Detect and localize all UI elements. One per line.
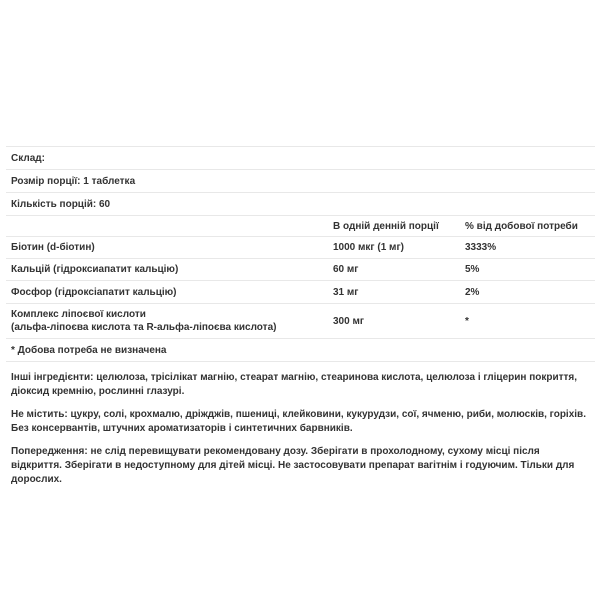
table-row bbox=[6, 236, 595, 258]
table-row bbox=[6, 280, 595, 303]
nutrition-table bbox=[6, 215, 595, 362]
table-header-row bbox=[6, 215, 595, 236]
header-dv-col: % від добової потреби bbox=[465, 220, 578, 232]
ingredient-dv: * bbox=[465, 315, 469, 327]
serving-size-text: Розмір порції: 1 таблетка bbox=[11, 175, 136, 187]
other-ingredients-paragraph: Інші інгредієнти: целюлоза, трісілікат магнію, стеарат магнію, стеаринова кислота, целюлоза і гліцерин покриття, діоксид кремнію, рослинні глазурі. bbox=[11, 372, 578, 397]
servings-count-text: Кількість порцій: 60 bbox=[11, 198, 111, 210]
ingredient-dv: 2% bbox=[465, 286, 480, 298]
composition-title-row bbox=[6, 146, 595, 169]
warning-paragraph: Попередження: не слід перевищувати рекомендовану дозу. Зберігати в прохолодному, сухому місці після відкриття. Зберігати в недоступному для дітей місці. Не застосовувати препарат вагітнім і годуючим. Тільки для дорослих. bbox=[11, 446, 575, 485]
ingredient-name-line2: (альфа-ліпоєва кислота та R-альфа-ліпоєва кислота) bbox=[11, 322, 277, 333]
composition-title: Склад: bbox=[11, 152, 45, 164]
table-footnote-row bbox=[6, 338, 595, 362]
ingredient-dv: 3333% bbox=[465, 242, 497, 253]
label-paragraphs bbox=[6, 362, 595, 487]
ingredient-name: Фосфор (гідроксіапатит кальцію) bbox=[11, 286, 177, 298]
serving-size-row bbox=[6, 169, 595, 192]
footnote-text: * Добова потреба не визначена bbox=[11, 344, 167, 356]
does-not-contain-paragraph: Не містить: цукру, солі, крохмалю, дріжджів, пшениці, клейковини, кукурудзи, сої, ячменю, риби, молюсків, горіхів. Без консервантів, штучних ароматизаторів і синтетичних барвників. bbox=[11, 409, 586, 434]
ingredient-amount: 31 мг bbox=[333, 286, 359, 298]
ingredient-amount: 1000 мкг (1 мг) bbox=[333, 242, 404, 253]
table-row bbox=[6, 258, 595, 280]
ingredient-amount: 60 мг bbox=[333, 264, 359, 275]
label-content bbox=[6, 146, 595, 496]
ingredient-name: Біотин (d-біотин) bbox=[11, 242, 95, 253]
ingredient-name-line1: Комплекс ліпоєвої кислоти bbox=[11, 309, 146, 320]
ingredient-amount: 300 мг bbox=[333, 315, 365, 327]
servings-count-row bbox=[6, 192, 595, 215]
table-row bbox=[6, 303, 595, 338]
header-amount-col: В одній денній порції bbox=[333, 220, 439, 232]
ingredient-dv: 5% bbox=[465, 264, 480, 275]
ingredient-name bbox=[6, 308, 328, 334]
ingredient-name: Кальцій (гідроксиапатит кальцію) bbox=[11, 264, 179, 275]
